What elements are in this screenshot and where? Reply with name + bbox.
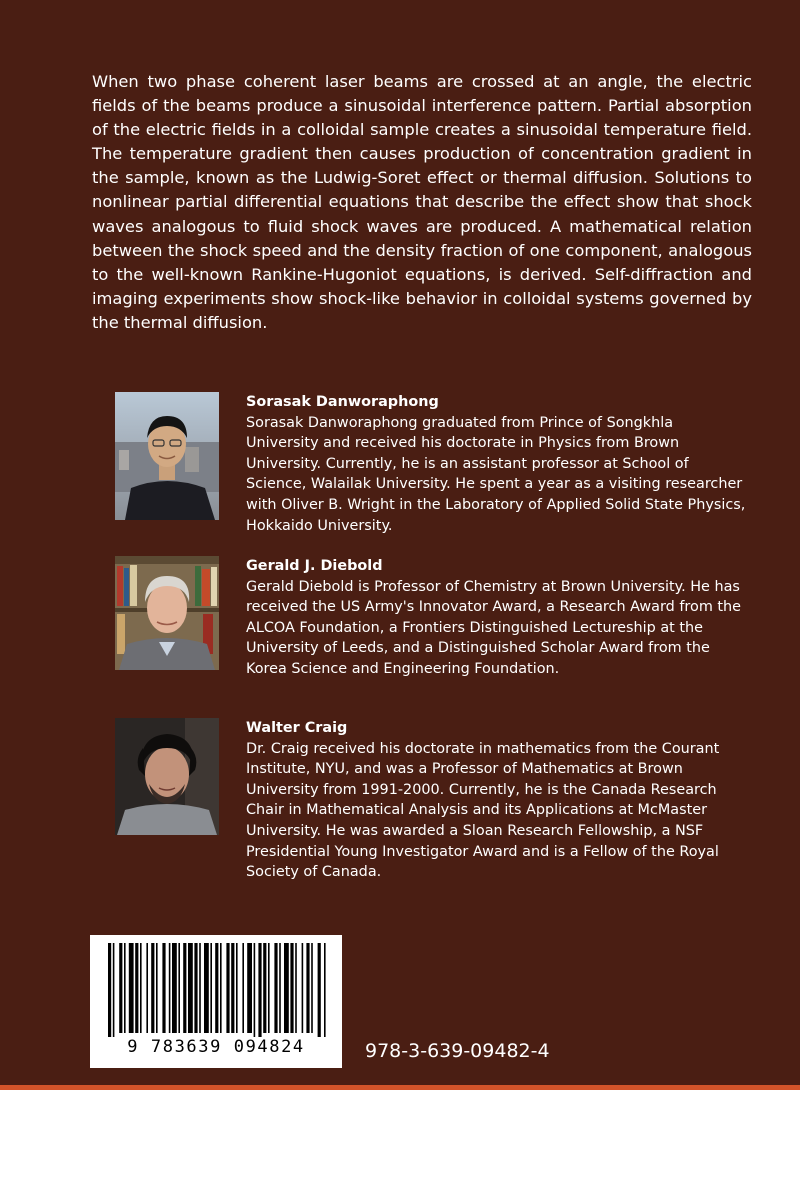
author-photo-diebold xyxy=(115,556,219,670)
abstract-text: When two phase coherent laser beams are crossed at an angle, the electric fields of the beams produce a sinusoidal interference pattern. Partial absorption of the electric fields in a colloidal sample creates a sinusoidal temperature field. The temperature gradient then causes production of concentration gradient in the sample, known as the Ludwig-Soret effect or thermal diffusion. Solutions to nonlinear partial differential equations that describe the effect show that shock waves analogous to fluid shock waves are produced. A mathematical relation between the shock speed and the density fraction of one component, analogous to the well-known Rankine-Hugoniot equations, is derived. Self-diffraction and imaging experiments show shock-like behavior in colloidal systems governed by the thermal diffusion. xyxy=(92,72,752,332)
barcode-bars-icon xyxy=(90,935,342,1037)
author-bio-block xyxy=(246,556,746,680)
accent-strip xyxy=(0,1085,800,1090)
author-bio-block xyxy=(246,392,746,536)
author-name: Walter Craig xyxy=(246,720,348,736)
author-bio-block xyxy=(246,718,746,883)
isbn-number: 978-3-639-09482-4 xyxy=(365,1040,550,1062)
author-bio: Gerald Diebold is Professor of Chemistry at Brown University. He has received the US Army's Innovator Award, a Research Award from the ALCOA Foundation, a Frontiers Distinguished Lectureship at the University of Leeds, and a Distinguished Scholar Award from the Korea Science and Engineering Foundation. xyxy=(246,578,742,677)
author-name: Gerald J. Diebold xyxy=(246,558,383,574)
author-photo-craig xyxy=(115,718,219,835)
author-photo-danworaphong xyxy=(115,392,219,520)
barcode-digits: 9 783639 094824 xyxy=(127,1037,305,1057)
barcode xyxy=(90,935,342,1068)
author-bio: Dr. Craig received his doctorate in mathematics from the Courant Institute, NYU, and was a Professor of Mathematics at Brown University from 1991-2000. Currently, he is the Canada Research Chair in Mathematical Analysis and its Applications at McMaster University. He was awarded a Sloan Research Fellowship, a NSF Presidential Young Investigator Award and is a Fellow of the Royal Society of Canada. xyxy=(246,740,720,881)
author-name: Sorasak Danworaphong xyxy=(246,394,439,410)
author-bio: Sorasak Danworaphong graduated from Prince of Songkhla University and received his doctorate in Physics from Brown University. Currently, he is an assistant professor at School of Science, Walailak University. He spent a year as a visiting researcher with Oliver B. Wright in the Laboratory of Applied Solid State Physics, Hokkaido University. xyxy=(246,414,746,534)
